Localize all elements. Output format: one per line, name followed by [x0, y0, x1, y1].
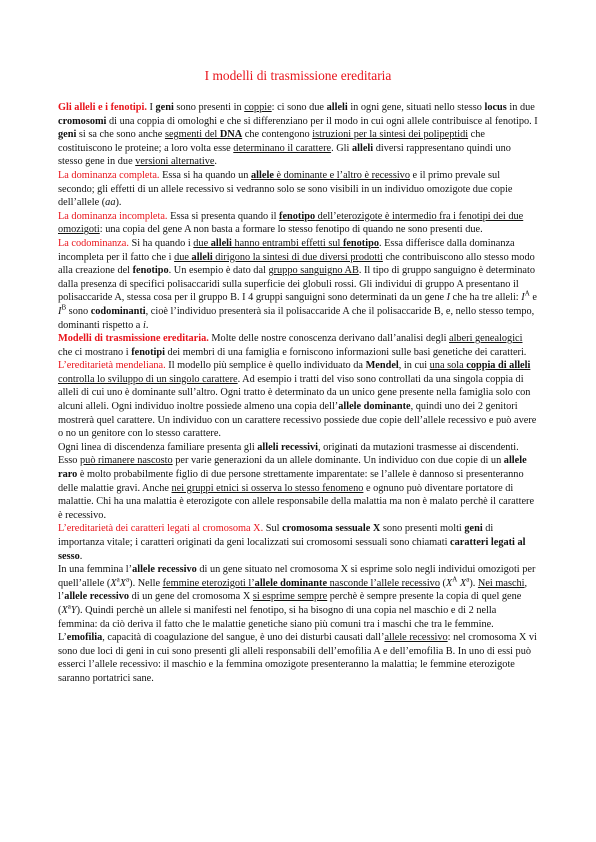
text: .: [214, 156, 217, 168]
underlined-term: gruppo sanguigno AB: [268, 265, 359, 277]
bold-term: cromosoma sessuale X: [282, 523, 381, 535]
superscript: a: [126, 575, 130, 584]
paragraph-modelli-trasmissione: [58, 332, 538, 359]
underlined-term: versioni alternative: [135, 156, 215, 168]
bold-term: geni: [155, 102, 174, 113]
section-heading: L’ereditarietà dei caratteri legati al cromosoma X.: [58, 523, 264, 535]
underlined-term: si esprime sempre: [252, 591, 328, 603]
section-heading: La dominanza incompleta.: [58, 210, 168, 222]
text: di importanza vitale; i caratteri originati da geni localizzati sui cromosomi sessuali sono chiamati: [58, 523, 494, 548]
underlined-term: due: [174, 251, 192, 263]
paragraph-cromosoma-x: [58, 522, 538, 563]
section-heading: L’ereditarietà mendeliana.: [58, 360, 166, 372]
bold-term: allele recessivo: [132, 564, 197, 576]
bold-term: caratteri legati al sesso: [58, 537, 526, 562]
page-title: I modelli di trasmissione ereditaria: [204, 68, 392, 83]
bold-term: alleli: [351, 142, 374, 154]
underlined-term: due: [193, 237, 211, 249]
text: e il primo prevale sul secondo; gli effetti di un allele recessivo si vedranno solo se sono visibili in un individuo omozigote due copie dell’allele (: [58, 169, 513, 209]
italic-term: X: [110, 577, 117, 589]
underlined-term: una sola: [429, 360, 467, 372]
text: Molte delle nostre conoscenza derivano dall’analisi degli: [208, 333, 450, 345]
bold-underlined-term: allele: [251, 169, 274, 181]
text: , cioè l’individuo presenterà sia il polisaccaride A che il polisaccaride B, e, nello stesso tempo, dominanti rispetto a: [58, 305, 535, 331]
paragraph-codominanza: [58, 237, 538, 332]
underlined-term: alberi genealogici: [449, 333, 523, 345]
bold-term: allele recessivo: [64, 591, 130, 603]
underlined-term: Nei maschi: [477, 577, 525, 589]
underlined-term: nei gruppi etnici si osserva lo stesso fenomeno: [171, 482, 364, 494]
text: e: [529, 292, 537, 304]
bold-term: emofilia: [66, 632, 103, 644]
text: L’: [58, 632, 67, 644]
italic-term: i: [142, 319, 146, 331]
text: Essa si presenta quando il: [167, 210, 280, 222]
text: che contengono: [242, 129, 313, 141]
italic-term: X: [119, 577, 127, 589]
text: di un gene del cromosoma X: [129, 591, 253, 603]
italic-term: I: [446, 292, 451, 304]
paragraph-dominanza-completa: [58, 169, 538, 210]
superscript: a: [116, 575, 120, 584]
text: che ha tre alleli:: [450, 292, 522, 304]
bold-term: allele dominante: [338, 401, 411, 413]
text: ).: [115, 197, 122, 209]
italic-term: X: [459, 577, 467, 589]
text: Sul: [263, 523, 283, 535]
paragraph-alleli-fenotipi: [58, 101, 538, 169]
underlined-term: nasconde l’allele recessivo: [327, 577, 440, 589]
bold-term: fenotipo: [132, 265, 169, 277]
text: Il modello più semplice è quello individuato da: [165, 360, 366, 372]
italic-term: Y: [70, 604, 77, 616]
text: : ci sono due: [271, 102, 327, 113]
text: , capacità di coagulazione del sangue, è uno dei disturbi causati dall’: [102, 632, 385, 644]
underlined-term: femmine eterozigoti l’: [162, 577, 255, 589]
text: ). Nelle: [129, 577, 163, 589]
text: si sa che sono anche: [76, 129, 165, 141]
text: ). Quindi perchè un allele si manifesti nel fenotipo, si ha bisogno di una copia nel maschio e di 2 nella femmina: da ciò deriva il fatto che le malattie genetiche siano più comuni tra i maschi che tra le femmine.: [58, 604, 497, 630]
text: perchè è sempre presente la copia di quel gene (: [58, 591, 522, 616]
text: . Essa differisce dalla dominanza incompleta per il fatto che i: [58, 237, 515, 263]
text: per varie generazioni da un allele dominante. Un individuo con due copie di un: [172, 455, 504, 467]
paragraph-linea-discendenza: [58, 441, 538, 523]
superscript: A: [452, 575, 458, 584]
bold-term: allele raro: [58, 455, 527, 481]
text: sono presenti molti: [380, 523, 465, 535]
text: : una copia del gene A non basta a formare lo stesso fenotipo di quando ne sono presenti due.: [99, 224, 483, 236]
bold-term: geni: [464, 523, 483, 535]
underlined-term: segmenti del: [164, 129, 220, 141]
text: : nel cromosoma X vi sono due loci di geni in cui sono presenti gli alleli responsabili dell’emofilia A e dell’emofilia B. In uno di essi può esserci l’allele recessivo: il maschio e la femmina omozigote presenteranno la malattia; le femmine eterozigote saranno portatrici sane.: [58, 632, 537, 684]
text: . Gli: [331, 142, 352, 154]
bold-term: alleli: [326, 102, 348, 113]
paragraph-ereditarieta-mendeliana: [58, 359, 538, 441]
text: Si ha quando i: [128, 237, 194, 249]
bold-term: cromosomi: [58, 115, 107, 127]
section-heading: La codominanza.: [58, 237, 129, 249]
underlined-term: allele recessivo: [384, 632, 448, 644]
underlined-term: può rimanere nascosto: [80, 455, 173, 467]
text: dei membri di una famiglia e forniscono informazioni sulle basi genetiche dei caratteri.: [164, 346, 527, 358]
bold-term: locus: [484, 102, 507, 113]
underlined-term: istruzioni per la sintesi dei polipeptidi: [312, 129, 469, 141]
italic-term: aa: [105, 197, 116, 209]
superscript: B: [61, 303, 67, 312]
bold-underlined-term: allele dominante: [254, 577, 328, 589]
section-heading: Modelli di trasmissione ereditaria.: [58, 333, 209, 345]
underlined-term: dirigono la sintesi di due diversi prodotti: [212, 251, 383, 263]
section-heading: La dominanza completa.: [58, 169, 160, 181]
text: sono: [66, 305, 91, 317]
text: , in cui: [398, 360, 430, 372]
text: ).: [469, 577, 478, 589]
text: (: [439, 577, 446, 589]
text: di una coppia di omologhi e che si differenziano per il modo in cui ogni allele contribuisce al fenotipo. I: [106, 115, 538, 127]
text: . Il tipo di gruppo sanguigno è determinato dalla presenza di specifici polisaccaridi sulla superficie dei globuli rossi. Gli individui di gruppo A presentano il polisaccaride A, stessa cosa per il gruppo B. I 4 gruppi sanguigni sono determinati da un gene: [58, 265, 536, 304]
bold-term: geni: [58, 129, 77, 141]
text: che contribuiscono allo stesso modo alla creazione del: [58, 251, 535, 277]
underlined-term: dell’eterozigote è intermedio fra i fenotipi dei due omozigoti: [58, 210, 524, 236]
text: In una femmina l’: [58, 564, 133, 576]
text: diversi rappresentano quindi uno stesso gene in due: [58, 142, 511, 168]
underlined-term: controlla lo sviluppo di un singolo carattere: [58, 373, 238, 385]
section-heading: Gli alleli e i fenotipi.: [58, 102, 147, 113]
bold-underlined-term: coppia di alleli: [466, 360, 531, 372]
text: di un gene situato nel cromosoma X si esprime solo negli individui omozigoti per quell’allele (: [58, 564, 536, 589]
bold-underlined-term: alleli: [191, 251, 213, 263]
bold-term: fenotipi: [131, 346, 165, 358]
bold-underlined-term: fenotipo: [279, 210, 316, 222]
underlined-term: hanno entrambi effetti sul: [231, 237, 343, 249]
paragraph-dominanza-incompleta: [58, 210, 538, 237]
text: in ogni gene, situati nello stesso: [347, 102, 485, 113]
text: .: [145, 319, 149, 331]
text: che costituiscono le proteine; a loro volta esse: [58, 129, 485, 154]
text: , originati da mutazioni trasmesse ai discendenti. Esso: [58, 441, 519, 467]
text: che ci mostrano i: [58, 346, 132, 358]
italic-term: I: [521, 292, 525, 304]
paragraph-emofilia: [58, 631, 538, 685]
italic-term: X: [446, 577, 453, 589]
text: , quindi uno dei 2 genitori mostrerà quel carattere. Un individuo con un carattere recessivo possiede due copie dell’allele recessivo e può avere o no un genitore con lo stesso carattere.: [58, 401, 537, 440]
text: e ognuno può diventare portatore di malattie. Chi ha una malattia è eterozigote con allele responsabile della malattia ma non è malato perchè il carattere è recessivo.: [58, 482, 535, 521]
underlined-term: è dominante e l’altro è recessivo: [273, 169, 410, 181]
bold-term: codominanti: [90, 305, 146, 317]
underlined-term: determinano il carattere: [233, 142, 332, 154]
text: sono presenti in: [173, 102, 245, 113]
text: . Un esempio è dato dal: [168, 265, 269, 277]
bold-term: Mendel: [365, 360, 399, 372]
superscript: A: [524, 289, 530, 298]
text: .: [79, 550, 83, 562]
superscript: a: [466, 575, 470, 584]
text: Essa si ha quando un: [159, 169, 252, 181]
bold-underlined-term: fenotipo: [342, 237, 379, 249]
bold-underlined-term: alleli: [210, 237, 232, 249]
bold-term: alleli recessivi: [257, 441, 318, 453]
text: è molto probabilmente figlio di due persone strettamente imparentate: se l’allele è dannoso si presenteranno delle malattie gravi. Anche: [58, 469, 524, 494]
paragraph-femmina-maschio: [58, 563, 538, 631]
text: , l’: [58, 577, 528, 603]
text: . Ad esempio i tratti del viso sono controllati da una singola coppia di alleli di cui uno è dominante sull’altro. Ogni tratto è determinato da un unico gene presente nella famiglia solo con alcuni alleli. Ogni individuo inoltre possiede almeno una copia dell’: [58, 373, 531, 413]
italic-term: I: [58, 305, 62, 317]
text: in due: [506, 102, 535, 113]
bold-underlined-term: DNA: [219, 129, 243, 141]
text: Ogni linea di discendenza familiare presenta gli: [58, 441, 258, 453]
italic-term: X: [61, 604, 68, 616]
superscript: a: [67, 602, 71, 611]
underlined-term: coppie: [244, 102, 272, 113]
text: I: [146, 102, 156, 113]
